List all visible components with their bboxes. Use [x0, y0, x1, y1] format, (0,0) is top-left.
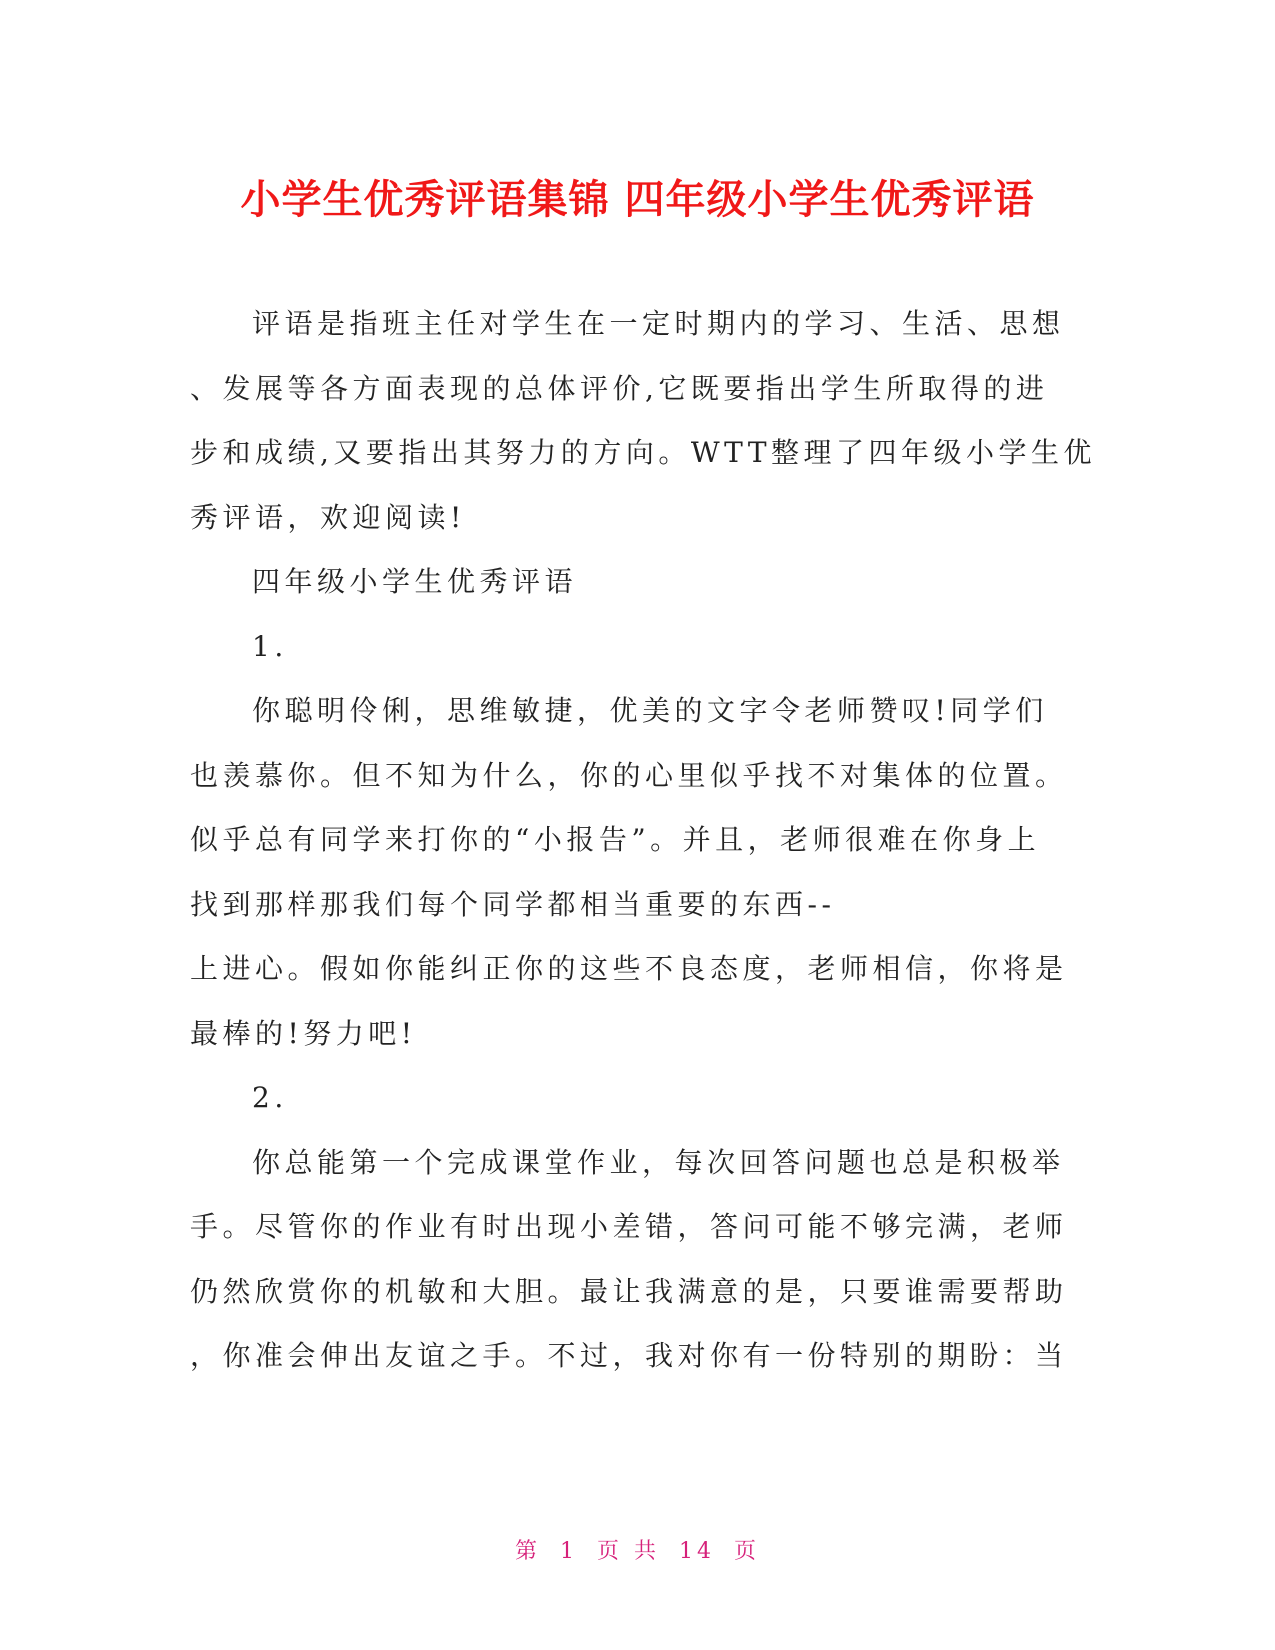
page-total: 14	[679, 1539, 715, 1564]
page-number: 1	[560, 1539, 578, 1564]
body-line: 仍然欣赏你的机敏和大胆。最让我满意的是，只要谁需要帮助	[190, 1274, 1068, 1308]
footer-middle: 页 共	[597, 1539, 660, 1564]
body-line: 步和成绩,又要指出其努力的方向。WTT整理了四年级小学生优	[190, 436, 1097, 469]
section-heading: 四年级小学生优秀评语	[252, 565, 578, 598]
body-line: 似乎总有同学来打你的“小报告”。并且，老师很难在你身上	[190, 823, 1041, 856]
body-line: 最棒的!努力吧!	[190, 1016, 417, 1050]
footer-prefix: 第	[514, 1539, 541, 1564]
body-line: 你聪明伶俐，思维敏捷，优美的文字令老师赞叹!同学们	[252, 694, 1048, 727]
body-line: 你总能第一个完成课堂作业，每次回答问题也总是积极举	[252, 1145, 1065, 1179]
body-line: 、发展等各方面表现的总体评价,它既要指出学生所取得的进	[190, 371, 1049, 405]
body-line: 秀评语，欢迎阅读!	[190, 500, 466, 534]
item-number: 1.	[252, 629, 288, 663]
body-line: 上进心。假如你能纠正你的这些不良态度，老师相信，你将是	[190, 952, 1068, 985]
body-line: ，你准会伸出友谊之手。不过，我对你有一份特别的期盼：当	[190, 1339, 1068, 1372]
footer-suffix: 页	[734, 1539, 761, 1564]
page-footer	[0, 1534, 1275, 1565]
document-title: 小学生优秀评语集锦 四年级小学生优秀评语	[240, 177, 1035, 223]
item-number: 2.	[252, 1081, 288, 1114]
body-line: 评语是指班主任对学生在一定时期内的学习、生活、思想	[252, 307, 1065, 340]
body-line: 找到那样那我们每个同学都相当重要的东西--	[190, 887, 836, 921]
document-body	[190, 292, 1097, 1389]
body-line: 也羡慕你。但不知为什么，你的心里似乎找不对集体的位置。	[190, 758, 1068, 792]
body-line: 手。尽管你的作业有时出现小差错，答问可能不够完满，老师	[190, 1210, 1068, 1243]
